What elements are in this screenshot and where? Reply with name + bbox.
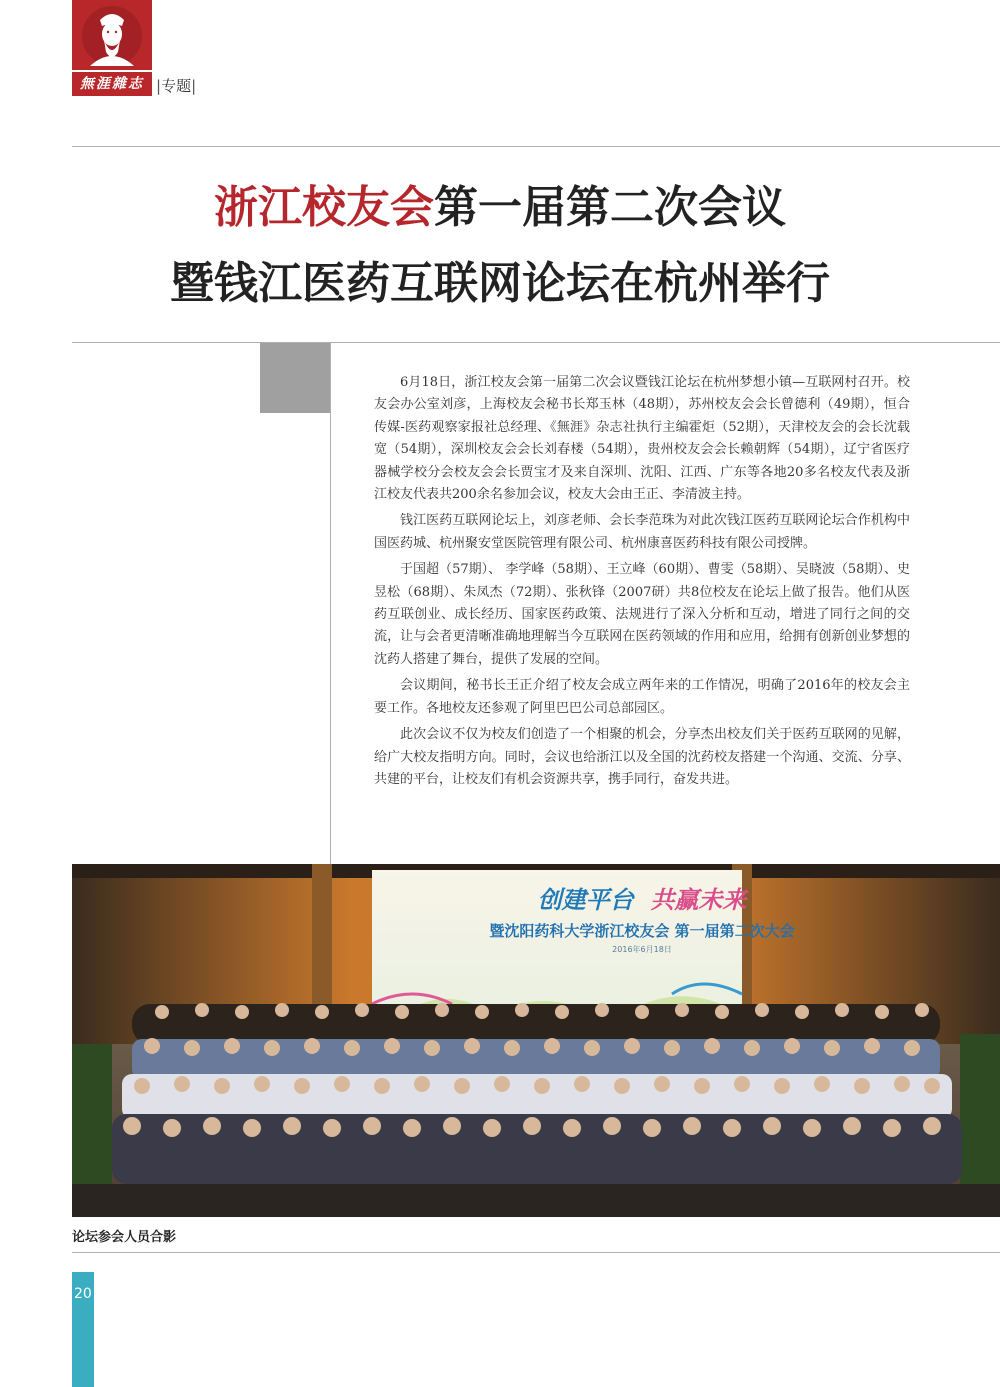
article-paragraph-4: 会议期间，秘书长王正介绍了校友会成立两年来的工作情况，明确了2016年的校友会主要工作。各地校友还参观了阿里巴巴公司总部园区。: [374, 678, 910, 716]
banner-slogan: [442, 880, 842, 915]
article-paragraph-5: 此次会议不仅为校友们创造了一个相聚的机会，分享杰出校友们关于医药互联网的见解，给广大校友指明方向。同时，会议也给浙江以及全国的沈药校友搭建一个沟通、交流、分享、共建的平台，让校友们有机会资源共享，携手同行，奋发共进。: [374, 727, 910, 787]
title-line-2: 暨钱江医药互联网论坛在杭州举行: [170, 258, 830, 309]
section-separator: |: [156, 77, 162, 95]
article-paragraph-3: 于国超（57期）、 李学峰（58期）、王立峰（60期）、曹雯（58期）、吴晓波（58期）、史昱松（68期）、朱凤杰（72期）、张秋锋（2007研）共8位校友在论坛上做了报告。他们从医药互联创业、成长经历、国家医药政策、法规进行了深入分析和互动，增进了同行之间的交流，让与会者更清晰准确地理解当今互联网在医药领域的作用和应用，给拥有创新创业梦想的沈药人搭建了舞台，提供了发展的空间。: [374, 562, 910, 667]
banner-slogan-b: 共赢未来: [650, 886, 747, 914]
section-end: |: [191, 77, 197, 95]
article-paragraph-2: 钱江医药互联网论坛上，刘彦老师、会长李范珠为对此次钱江医药互联网论坛合作机构中国医药城、杭州聚安堂医院管理有限公司、杭州康喜医药科技有限公司授牌。: [374, 513, 910, 551]
column-divider: [330, 343, 331, 864]
decorative-block: [260, 343, 330, 413]
photo-caption: 论坛参会人员合影: [72, 1230, 177, 1245]
group-photo: [72, 864, 1000, 1217]
page-title: [0, 178, 1000, 314]
article-paragraph-1: 6月18日，浙江校友会第一届第二次会议暨钱江论坛在杭州梦想小镇—互联网村召开。校友会办公室刘彦，上海校友会秘书长郑玉林（48期），苏州校友会会长曾德利（49期），恒合传媒-医药观察家报社总经理、《無涯》杂志社执行主编霍炬（52期），天津校友会的会长沈载宽（54期），深圳校友会会长刘春楼（54期），贵州校友会会长赖朝辉（54期），辽宁省医疗器械学校分会校友会会长贾宝才及来自深圳、沈阳、江西、广东等各地20多名校友代表及浙江校友代表共200余名参加会议，校友大会由王正、李清波主持。: [374, 375, 910, 503]
group-photo-illustration: [72, 864, 1000, 1217]
page-number: 20: [74, 1286, 92, 1302]
section-name: 专题: [161, 77, 192, 95]
scholar-portrait-icon: [72, 0, 152, 70]
title-divider: [72, 342, 1000, 343]
bottom-divider: [72, 1252, 1000, 1253]
magazine-name: 無涯雜志: [72, 72, 152, 96]
title-line-1-rest: 第一届第二次会议: [434, 182, 786, 233]
title-line-1: [0, 178, 1000, 238]
title-highlight: 浙江校友会: [214, 182, 434, 233]
top-divider: [72, 146, 1000, 147]
banner-slogan-a: 创建平台: [537, 886, 634, 914]
banner-date: 2016年6月18日: [612, 945, 672, 954]
magazine-logo: [72, 0, 152, 70]
banner-subtitle: 暨沈阳药科大学浙江校友会 第一届第二次大会: [489, 922, 795, 940]
article-body: [374, 372, 910, 795]
section-label: [156, 76, 196, 96]
